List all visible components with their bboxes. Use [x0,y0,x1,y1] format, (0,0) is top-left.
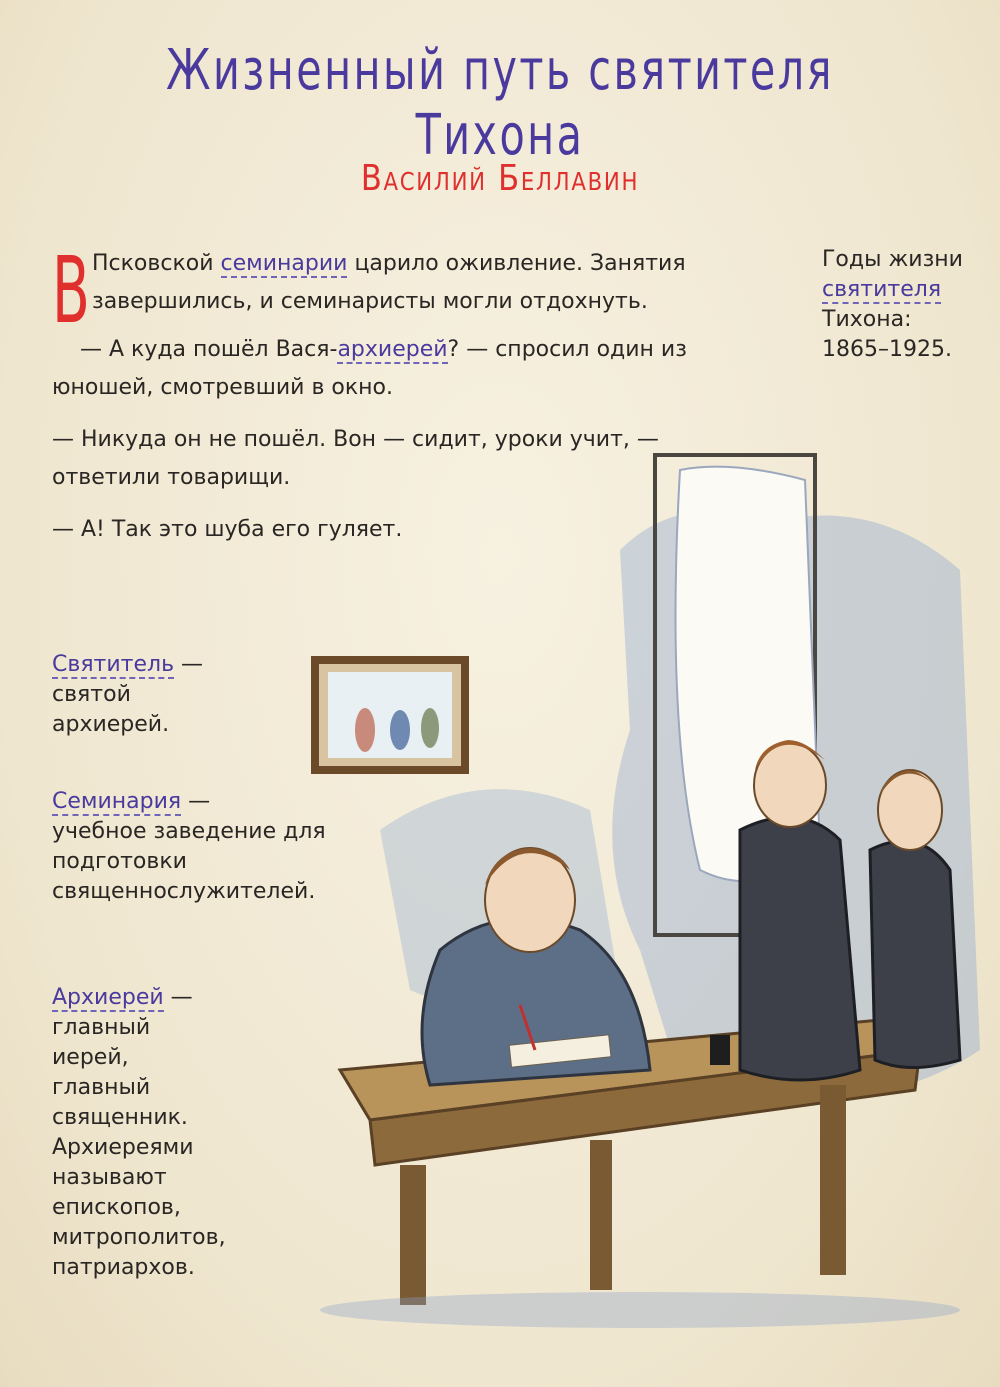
standing-student-2-body [870,841,960,1067]
side-note-line: Годы жизни [822,247,963,272]
desk-leg [590,1140,612,1290]
page-title: Жизненный путь святителя Тихона [166,38,834,168]
standing-student-1-body [740,817,860,1080]
glossary-definition: учебное заведение для подготовки священнослужителей. [52,819,326,904]
page-subtitle: Василий Беллавин [360,158,640,199]
story-text-fragment: ? — спросил один из юношей, смотревший в окно. [52,337,687,400]
side-note-years-value: 1865–1925. [822,337,952,362]
watercolor-illustration [260,430,1000,1330]
side-note-line: Тихона: [822,307,912,332]
side-note-years [822,245,982,365]
story-text-fragment: Псковской [92,251,221,276]
glossary-definition: святой архиерей. [52,682,170,737]
desk-leg [400,1165,426,1305]
drop-cap: В [52,237,90,344]
story-paragraph-2 [52,331,732,407]
story-paragraph-3: — Никуда он не пошёл. Вон — сидит, уроки учит, — ответили товарищи. [52,427,659,490]
desk-leg [820,1085,846,1275]
glossary-term[interactable]: Святитель [52,652,175,677]
glossary-term[interactable]: Архиерей [52,985,164,1010]
story-text-fragment: царило оживление. Занятия завершились, и семинаристы могли отдохнуть. [92,251,686,314]
glossary-entry-archbishop: Архиерей — главный иерей, главный священник. Архиереями называют епископов, митрополитов, патриархов. [52,983,352,1283]
term-link-saint[interactable]: святителя [822,277,942,302]
glossary-entry-saint: Святитель — святой архиерей. [52,650,352,740]
story-paragraph-4: — А! Так это шуба его гуляет. [52,517,403,542]
term-link-seminary[interactable]: семинарии [220,251,348,276]
inkwell [710,1035,730,1065]
glossary-definition: главный иерей, главный священник. Архиереями называют епископов, митрополитов, патриархов. [52,1015,226,1280]
glossary-term[interactable]: Семинария [52,789,182,814]
story-text-fragment: — А куда пошёл Вася- [80,337,338,362]
term-link-archbishop[interactable]: архиерей [337,337,448,362]
story-paragraph-1 [52,245,732,321]
floor-shadow [320,1292,960,1328]
glossary-entry-seminary: Семинария — учебное заведение для подготовки священнослужителей. [52,787,352,907]
